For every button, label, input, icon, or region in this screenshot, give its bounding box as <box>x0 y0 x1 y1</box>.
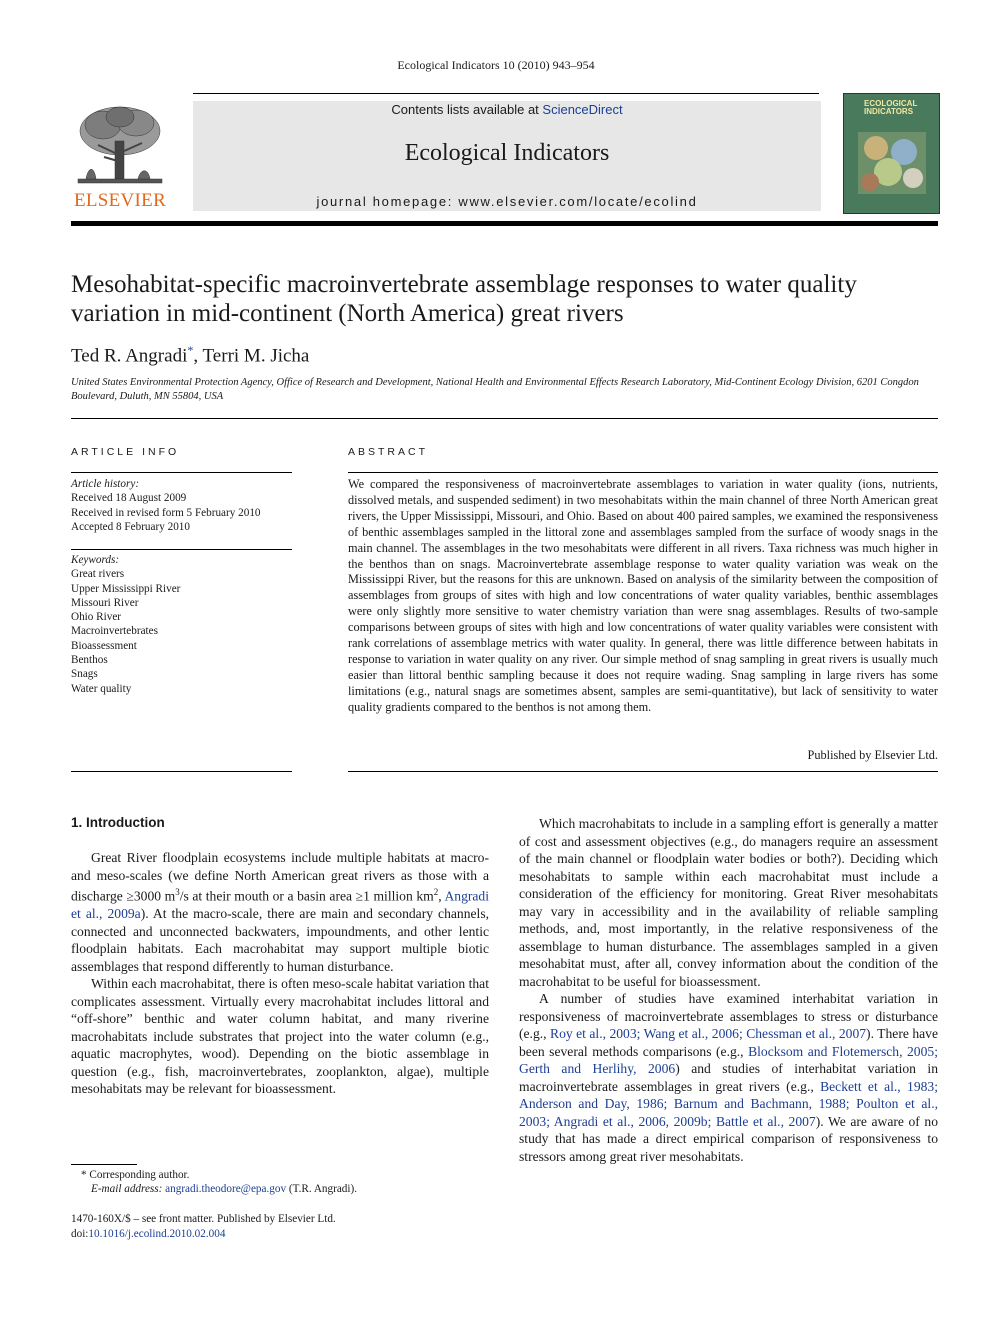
body-right-column <box>519 815 938 1165</box>
journal-cover-image[interactable] <box>843 93 940 214</box>
p4-text-b: ). There have been several methods comparisons (e.g., <box>519 1026 938 1059</box>
history-received: Received 18 August 2009 <box>71 492 187 505</box>
email-link[interactable]: angradi.theodore@epa.gov <box>165 1183 287 1195</box>
keyword-item: Great rivers <box>71 568 125 581</box>
keyword-item: Ohio River <box>71 611 122 624</box>
keywords-block <box>71 553 292 696</box>
article-info-heading: ARTICLE INFO <box>71 446 180 458</box>
article-info-rule-top <box>71 472 292 473</box>
corresponding-author-footnote <box>71 1168 489 1196</box>
keyword-item: Upper Mississippi River <box>71 582 181 595</box>
author-jicha: Terri M. Jicha <box>202 345 310 367</box>
page-footer <box>71 1212 489 1242</box>
doi-label: doi: <box>71 1228 89 1240</box>
article-info-rule-bottom <box>71 771 292 772</box>
p4-text-c: ) and studies of interhabitat variation in macroinvertebrate assemblages in great rivers (e.g., <box>519 1061 938 1094</box>
email-label: E-mail address: <box>91 1183 166 1195</box>
p1-text-d: ). At the macro-scale, there are main and secondary channels, connected and unconnected backwaters, impoundments, and other lentic floodplain habitats. Each macrohabitat may support multiple biotic assemblages that respond differently to human disturbance. <box>71 906 490 974</box>
keyword-item: Bioassessment <box>71 639 137 652</box>
published-by: Published by Elsevier Ltd. <box>807 748 938 762</box>
doi-line <box>71 1227 489 1242</box>
p4-text-a: A number of studies have examined interhabitat variation in responsiveness of macroinvertebrate assemblages to stress or disturbance (e.g., <box>519 991 938 1041</box>
journal-homepage[interactable]: journal homepage: www.elsevier.com/locate/ecolind <box>316 194 698 209</box>
contents-availability <box>193 102 821 117</box>
citation-link[interactable]: Beckett et al., 1983; Anderson and Day, 1986; Barnum and Bachmann, 1988; Poulton et al., 2003; Angradi et al., 2006, 2009b; Battle et al., 2007 <box>519 1078 938 1129</box>
history-revised: Received in revised form 5 February 2010 <box>71 506 261 519</box>
p1-superscript-cubed: 3 <box>175 887 180 897</box>
p1-superscript-squared: 2 <box>433 887 439 897</box>
keyword-item: Water quality <box>71 682 132 695</box>
abstract-heading: ABSTRACT <box>348 446 429 458</box>
journal-title: Ecological Indicators <box>404 140 610 166</box>
introduction-heading: 1. Introduction <box>71 815 165 830</box>
footnote-corresponding: Corresponding author. <box>86 1169 190 1181</box>
affiliation-rule <box>71 418 938 419</box>
article-history <box>71 477 292 534</box>
keyword-item: Macroinvertebrates <box>71 625 158 638</box>
elsevier-tree-icon <box>68 101 172 189</box>
history-accepted: Accepted 8 February 2010 <box>71 520 190 533</box>
issn-line: 1470-160X/$ – see front matter. Published by Elsevier Ltd. <box>71 1213 336 1225</box>
journal-citation: Ecological Indicators 10 (2010) 943–954 <box>397 58 595 72</box>
intro-paragraph-3: Which macrohabitats to include in a sampling effort is generally a matter of cost and assessment objectives (e.g., do managers require an assessment of the main channel or floodplain water bodies or both?). Deciding which mesohabitats to sample within each macrohabitat must include a consideration of the efficiency for monitoring. Great River mesohabitats may vary in accessibility and in the availability of reliable sampling methods, and, most importantly, in the relative responsiveness of the assemblage to human disturbance. The assemblages sampled in a given mesohabitat must, after all, convey information about the condition of the macrohabitat to be useful for bioassessment. <box>519 816 938 989</box>
header-top-rule <box>193 93 819 94</box>
citation-link[interactable]: Angradi et al., 2009a <box>71 888 489 922</box>
keywords-label: Keywords: <box>71 554 120 566</box>
intro-paragraph-2: Within each macrohabitat, there is often meso-scale habitat variation that complicates assessment. Virtually every macrohabitat includes littoral and “off-shore” benthic and water column habitat, and many riverine macrohabitats include substrates that project into the water column (e.g., aquatic macrophytes, wood). Depending on the biotic assemblage in question (e.g., fish, macroinvertebrates, zooplankton, algae), multiple mesohabitats may be relevant for bioassessment. <box>71 976 489 1097</box>
intro-paragraph-1 <box>71 849 489 975</box>
abstract-rule-bottom <box>348 771 938 772</box>
abstract-rule-top <box>348 472 938 473</box>
abstract-text: We compared the responsiveness of macroinvertebrate assemblages to variation in water quality (ions, nutrients, dissolved metals, and suspended sediment) in two mesohabitats within the main channel of three North American great rivers, the Upper Mississippi, Missouri, and Ohio. Based on about 400 paired samples, we examined the responsiveness of benthic assemblages sampled in the littoral zone and assemblages sampled from the surface of woody snags in the main channel. The assemblages in the two mesohabitats were different in all rivers. Taxa richness was much higher in the benthos than on snags. Macroinvertebrate assemblage response to water quality variation was weak on the Mississippi River, but the reasons for this are unknown. Based on analysis of the similarity between the composition of assemblages from groups of sites with high and low concentrations of water quality variables, benthic assemblages were only slightly more sensitive to water chemistry variation than were snag assemblages. Results of two-sample comparisons between groups of sites with high and low concentrations of water quality variables were consistent with rank correlations of assemblage metrics with water quality. In general, there was little difference between habitats in response to variation in water quality on any river. Our simple method of snag sampling in great rivers is usually much easier than littoral benthic sampling because it does not require wading. Snag sampling in large rivers has some limitations (e.g., natural snags are sometimes absent, samples are semi-quantitative), but lack of sensitivity to water quality gradients compared to the benthos is not among them. <box>348 477 938 714</box>
citation-link[interactable]: Roy et al., 2003; Wang et al., 2006; Chessman et al., 2007 <box>550 1026 867 1041</box>
footnote-rule <box>71 1164 137 1165</box>
body-left-column <box>71 849 489 1098</box>
author-affiliation: United States Environmental Protection Agency, Office of Research and Development, National Health and Environmental Effects Research Laboratory, Mid-Continent Ecology Division, 6201 Congdon Boulevard, Duluth, MN 55804, USA <box>71 377 919 402</box>
header-bottom-rule <box>71 221 938 226</box>
article-info-rule-mid <box>71 549 292 550</box>
citation-link[interactable]: Blocksom and Flotemersch, 2005; Gerth and Herlihy, 2006 <box>519 1043 938 1076</box>
author-angradi: Ted R. Angradi <box>71 345 188 367</box>
corresponding-author-mark[interactable]: * <box>187 343 194 357</box>
p1-text-b: /s at their mouth or a basin area ≥1 million km <box>179 888 434 904</box>
p1-text-a: Great River floodplain ecosystems include multiple habitats at macro- and meso-scales (we define North American great rivers as those with a discharge ≥3000 m <box>71 850 489 904</box>
contents-prefix: Contents lists available at <box>391 102 543 117</box>
keyword-item: Benthos <box>71 654 108 667</box>
p1-text-c: , <box>438 888 445 904</box>
sciencedirect-link[interactable]: ScienceDirect <box>542 102 623 117</box>
p4-text-d: ). We are aware of no study that has made a direct empirical comparison of responsiveness to stressors among great river mesohabitats. <box>519 1113 938 1164</box>
doi-link[interactable]: 10.1016/j.ecolind.2010.02.004 <box>88 1228 226 1240</box>
elsevier-wordmark: ELSEVIER <box>73 190 167 211</box>
footnote-line-1 <box>71 1168 489 1182</box>
author-separator: , <box>193 345 203 367</box>
intro-paragraph-4 <box>519 990 938 1165</box>
email-suffix: (T.R. Angradi). <box>286 1183 358 1195</box>
keyword-item: Snags <box>71 668 98 681</box>
cover-title: ECOLOGICAL INDICATORS <box>864 99 918 116</box>
cover-art-icon <box>858 132 926 194</box>
history-label: Article history: <box>71 478 140 490</box>
keyword-item: Missouri River <box>71 596 139 609</box>
elsevier-logo[interactable] <box>68 101 172 213</box>
article-title: Mesohabitat-specific macroinvertebrate assemblage responses to water quality variation in mid-continent (North America) great rivers <box>71 271 857 327</box>
footnote-line-2 <box>71 1182 489 1196</box>
author-list <box>71 343 309 367</box>
footnote-mark: * <box>81 1169 87 1181</box>
